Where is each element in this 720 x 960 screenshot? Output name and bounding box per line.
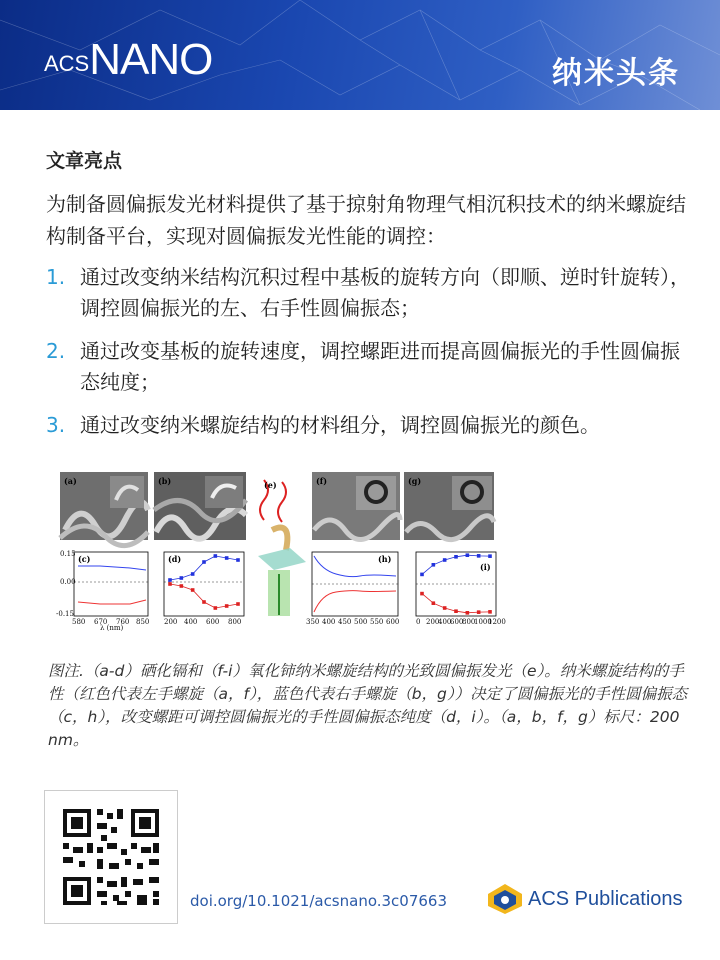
data-point: [236, 602, 240, 606]
list-item: [46, 336, 696, 398]
list-item: [46, 410, 696, 441]
svg-text:600: 600: [450, 618, 464, 626]
panel-label: (a): [64, 476, 77, 486]
figure-composite: [56, 470, 660, 632]
data-point: [488, 610, 492, 614]
svg-text:800: 800: [462, 618, 476, 626]
acs-hexagon-icon: [488, 884, 522, 914]
svg-text:1000: 1000: [474, 618, 492, 626]
header-banner: [0, 0, 720, 110]
svg-text:λ (nm): λ (nm): [100, 624, 124, 632]
svg-text:760: 760: [116, 618, 130, 626]
data-point: [214, 606, 218, 610]
svg-text:670: 670: [94, 618, 108, 626]
svg-text:850: 850: [136, 618, 150, 626]
list-item: [46, 262, 696, 324]
svg-text:1200: 1200: [488, 618, 506, 626]
svg-text:600: 600: [206, 618, 220, 626]
svg-text:200: 200: [426, 618, 440, 626]
plot-c: [56, 550, 149, 632]
panel-label: (e): [264, 480, 277, 490]
header-title: 纳米头条: [552, 56, 680, 91]
data-point: [454, 555, 458, 559]
list-number: 3.: [46, 413, 66, 437]
data-point: [191, 588, 195, 592]
data-point: [432, 563, 436, 567]
qr-code[interactable]: [44, 790, 178, 924]
plot-d: [164, 552, 244, 626]
data-point: [420, 592, 424, 596]
plot-h: [306, 552, 399, 626]
data-point: [432, 601, 436, 605]
plot-i: [416, 552, 506, 626]
highlights-list: [46, 262, 696, 453]
svg-text:0.00: 0.00: [60, 578, 76, 586]
publisher-name: ACS Publications: [528, 887, 683, 910]
list-text: 通过改变纳米螺旋结构的材料组分，调控圆偏振光的颜色。: [80, 413, 600, 437]
panel-label: (d): [168, 554, 182, 564]
svg-text:400: 400: [322, 618, 336, 626]
svg-text:200: 200: [164, 618, 178, 626]
panel-label: (g): [408, 476, 422, 486]
data-point: [466, 553, 470, 557]
data-point: [477, 554, 481, 558]
svg-text:0: 0: [416, 618, 421, 626]
svg-text:500: 500: [354, 618, 368, 626]
svg-text:600: 600: [386, 618, 400, 626]
data-point: [420, 573, 424, 577]
acs-nano-logo[interactable]: $^{ACS}$NANO: [44, 35, 213, 84]
data-point: [466, 611, 470, 615]
list-number: 2.: [46, 339, 66, 363]
data-point: [191, 572, 195, 576]
svg-text:-0.15: -0.15: [56, 610, 74, 618]
data-point: [168, 578, 172, 582]
data-point: [443, 606, 447, 610]
panel-label: (i): [480, 562, 491, 572]
data-point: [454, 609, 458, 613]
svg-text:580: 580: [72, 618, 86, 626]
schematic-panel-e: [252, 472, 306, 628]
data-point: [443, 558, 447, 562]
sem-panel-g: [404, 472, 494, 540]
svg-text:800: 800: [228, 618, 242, 626]
panel-label: (b): [158, 476, 172, 486]
acs-publications-logo[interactable]: [488, 884, 683, 914]
svg-text:450: 450: [338, 618, 352, 626]
svg-text:350: 350: [306, 618, 320, 626]
data-point: [236, 558, 240, 562]
data-point: [202, 560, 206, 564]
data-point: [180, 584, 184, 588]
data-point: [214, 554, 218, 558]
qr-icon: [45, 791, 177, 923]
panel-label: (f): [316, 476, 328, 486]
svg-text:400: 400: [184, 618, 198, 626]
section-title: 文章亮点: [46, 150, 123, 172]
data-point: [477, 610, 481, 614]
list-text: 通过改变纳米结构沉积过程中基板的旋转方向（即顺、逆时针旋转），调控圆偏振光的左、右手性圆偏振态；: [80, 265, 690, 320]
panel-label: (c): [78, 554, 91, 564]
intro-paragraph: 为制备圆偏振发光材料提供了基于掠射角物理气相沉积技术的纳米螺旋结构制备平台，实现对圆偏振发光性能的调控：: [46, 192, 686, 248]
list-text: 通过改变基板的旋转速度，调控螺距进而提高圆偏振光的手性圆偏振态纯度；: [80, 339, 680, 394]
svg-text:0.15: 0.15: [60, 550, 76, 558]
list-number: 1.: [46, 265, 66, 289]
panel-label: (h): [378, 554, 392, 564]
data-point: [168, 582, 172, 586]
sem-panel-a: [60, 472, 148, 546]
data-point: [225, 556, 229, 560]
svg-text:550: 550: [370, 618, 384, 626]
data-point: [488, 554, 492, 558]
svg-text:400: 400: [438, 618, 452, 626]
data-point: [225, 604, 229, 608]
sem-panel-b: [154, 472, 246, 540]
doi-link[interactable]: doi.org/10.1021/acsnano.3c07663: [190, 892, 448, 910]
sem-panel-f: [312, 472, 400, 540]
data-point: [180, 576, 184, 580]
figure-caption: 图注.（a-d）硒化镉和（f-i）氧化铈纳米螺旋结构的光致圆偏振发光（e）。纳米螺旋结构的手性（红色代表左手螺旋（a，f），蓝色代表右手螺旋（b，g））决定了圆偏振光的手性圆偏振态（c，h），改变螺距可调控圆偏振光的手性圆偏振态纯度（d，i）。（a，b，f，g）标尺：200 nm。: [48, 662, 688, 749]
data-point: [202, 600, 206, 604]
